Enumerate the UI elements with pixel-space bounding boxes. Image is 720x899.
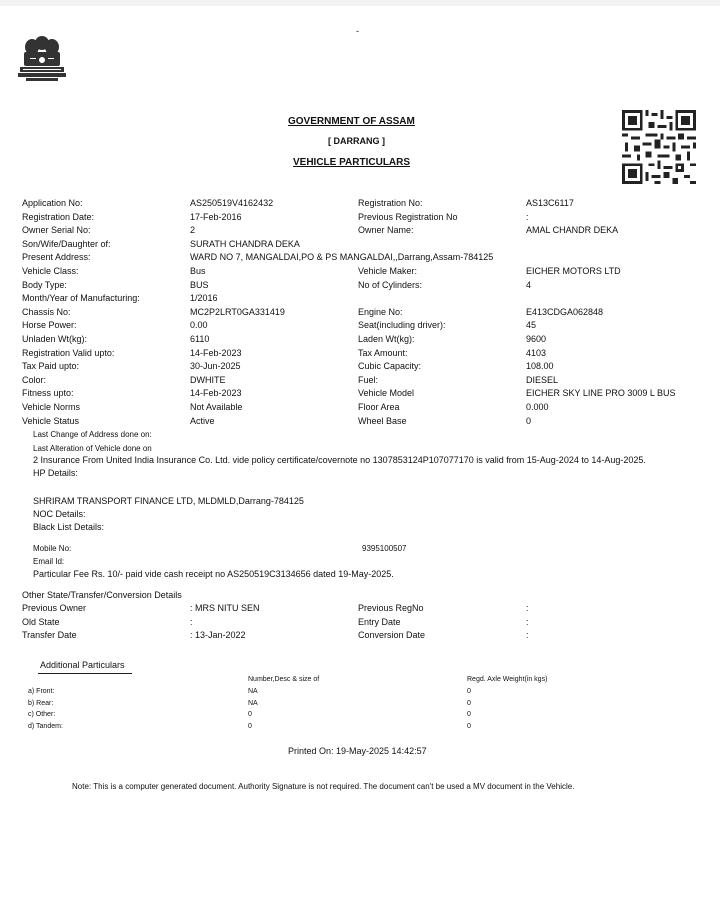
printed-on: Printed On: 19-May-2025 14:42:57	[288, 746, 427, 756]
field-value: 4103	[526, 347, 547, 358]
field-label: Vehicle Class:	[22, 266, 79, 276]
govt-title: GOVERNMENT OF ASSAM	[288, 116, 415, 127]
field-value: :	[526, 630, 529, 640]
field-label: Unladen Wt(kg):	[22, 334, 88, 344]
field-value: DIESEL	[526, 374, 559, 385]
particular-row	[0, 334, 720, 347]
field-label: Application No:	[22, 198, 83, 208]
particular-row	[0, 361, 720, 374]
field-value: 14-Feb-2023	[190, 347, 242, 358]
field-value: 1/2016	[190, 293, 218, 304]
field-label: Vehicle Model	[358, 388, 415, 399]
field-value: MC2P2LRT0GA331419	[190, 306, 285, 317]
additional-particulars-title: Additional Particulars	[40, 660, 125, 670]
particular-row	[0, 293, 720, 306]
blacklist-details-label: Black List Details:	[33, 522, 105, 532]
field-value: : 13-Jan-2022	[190, 630, 246, 640]
field-value: :	[526, 211, 529, 222]
email-label: Email Id:	[33, 557, 65, 566]
particular-row	[0, 266, 720, 279]
particular-row	[0, 320, 720, 333]
field-label: Horse Power:	[22, 320, 77, 331]
field-label: Previous Registration No	[358, 211, 458, 222]
field-value: 0	[526, 415, 532, 426]
field-label: Son/Wife/Daughter of:	[22, 238, 111, 249]
field-value: EICHER SKY LINE PRO 3009 L BUS	[526, 388, 676, 399]
qr-code-icon	[622, 110, 696, 184]
field-value: 2	[190, 225, 196, 236]
particular-row	[0, 198, 720, 211]
field-label: No of Cylinders:	[358, 279, 423, 290]
axle-weight-value: 0	[467, 711, 471, 718]
field-label: Month/Year of Manufacturing:	[22, 293, 140, 304]
particular-row	[0, 375, 720, 388]
field-label: Laden Wt(kg):	[358, 334, 415, 344]
particular-row	[0, 416, 720, 429]
other-state-row	[0, 630, 720, 643]
field-label: Vehicle Maker:	[358, 266, 418, 276]
axle-desc-value: NA	[248, 699, 258, 707]
insurance-details: 2 Insurance From United India Insurance Co. Ltd. vide policy certificate/covernote no 1307853124P107077170 is valid from 15-Aug-2024 to 14-Aug-2025.	[33, 455, 646, 465]
district-name: [ DARRANG ]	[328, 136, 385, 146]
other-state-row	[0, 617, 720, 630]
field-value: :	[526, 616, 529, 627]
field-value: WARD NO 7, MANGALDAI,PO & PS MANGALDAI,,Darrang,Assam-784125	[190, 252, 494, 263]
doc-title: VEHICLE PARTICULARS	[293, 157, 411, 168]
particular-row	[0, 402, 720, 415]
hp-details-value: SHRIRAM TRANSPORT FINANCE LTD, MLDMLD,Darrang-784125	[33, 496, 304, 506]
field-label: Owner Serial No:	[22, 225, 91, 236]
field-label: Entry Date	[358, 616, 401, 627]
field-label: Body Type:	[22, 279, 67, 290]
axle-desc-value: 0	[248, 722, 252, 730]
field-label: Seat(including driver):	[358, 320, 446, 331]
state-emblem-icon	[14, 34, 70, 84]
other-state-title: Other State/Transfer/Conversion Details	[22, 590, 182, 600]
particular-row	[0, 212, 720, 225]
axle-desc-value: NA	[248, 688, 258, 695]
field-label: Vehicle Status	[22, 415, 80, 426]
field-value: AS13C6117	[526, 198, 574, 208]
field-label: Registration Date:	[22, 211, 95, 222]
field-label: Transfer Date	[22, 630, 77, 640]
field-value: : MRS NITU SEN	[190, 603, 260, 613]
particular-row	[0, 225, 720, 238]
header-dot: -	[356, 26, 359, 36]
axle-position-label: d) Tandem:	[28, 722, 63, 730]
field-value: AS250519V4162432	[190, 198, 274, 208]
field-value: Bus	[190, 266, 206, 276]
additional-title-underline	[38, 673, 132, 674]
field-value: 9600	[526, 334, 547, 344]
field-label: Tax Paid upto:	[22, 361, 80, 372]
field-value: :	[190, 616, 193, 627]
axle-weight-value: 0	[467, 688, 471, 695]
field-value: Active	[190, 415, 215, 426]
col-axle-header: Regd. Axle Weight(in kgs)	[467, 676, 548, 683]
field-value: 0.000	[526, 402, 549, 412]
field-value: :	[526, 603, 529, 613]
field-label: Previous RegNo	[358, 603, 424, 613]
axle-weight-value: 0	[467, 699, 471, 707]
other-state-row	[0, 603, 720, 616]
field-label: Wheel Base	[358, 415, 407, 426]
field-value: 14-Feb-2023	[190, 388, 242, 399]
hp-details-label: HP Details:	[33, 468, 78, 478]
field-label: Owner Name:	[358, 225, 414, 236]
top-band	[0, 0, 720, 6]
col-desc-header: Number,Desc & size of	[248, 676, 320, 683]
axle-position-label: b) Rear:	[28, 699, 54, 707]
field-label: Fuel:	[358, 374, 379, 385]
field-label: Vehicle Norms	[22, 402, 81, 412]
particular-row	[0, 348, 720, 361]
field-value: E413CDGA062848	[526, 306, 604, 317]
particular-row	[0, 252, 720, 265]
field-value: AMAL CHANDR DEKA	[526, 225, 619, 236]
field-label: Old State	[22, 616, 60, 627]
fee-receipt: Particular Fee Rs. 10/- paid vide cash receipt no AS250519C3134656 dated 19-May-2025.	[33, 569, 394, 579]
field-label: Registration No:	[358, 198, 423, 208]
last-alteration-label: Last Alteration of Vehicle done on	[33, 444, 152, 453]
particular-row	[0, 388, 720, 401]
particular-row	[0, 239, 720, 252]
axle-weight-value: 0	[467, 722, 471, 730]
mobile-label: Mobile No:	[33, 544, 72, 553]
axle-position-label: c) Other:	[28, 711, 56, 718]
field-label: Registration Valid upto:	[22, 347, 115, 358]
field-label: Engine No:	[358, 306, 403, 317]
field-value: 4	[526, 279, 532, 290]
field-label: Chassis No:	[22, 306, 71, 317]
field-value: 30-Jun-2025	[190, 361, 241, 372]
field-label: Color:	[22, 374, 47, 385]
axle-position-label: a) Front:	[28, 688, 55, 695]
field-value: 17-Feb-2016	[190, 211, 242, 222]
footer-note: Note: This is a computer generated document. Authority Signature is not required. The document can't be used a MV document in the Vehicle.	[72, 782, 575, 791]
additional-row	[0, 723, 720, 736]
field-value: BUS	[190, 279, 209, 290]
field-value: EICHER MOTORS LTD	[526, 266, 621, 276]
field-value: SURATH CHANDRA DEKA	[190, 238, 300, 249]
noc-details-label: NOC Details:	[33, 509, 86, 519]
field-value: DWHITE	[190, 374, 226, 385]
field-value: 45	[526, 320, 537, 331]
field-label: Floor Area	[358, 402, 400, 412]
field-value: 108.00	[526, 361, 554, 372]
field-label: Fitness upto:	[22, 388, 74, 399]
field-value: 0.00	[190, 320, 208, 331]
mobile-value: 9395100507	[362, 544, 407, 553]
axle-desc-value: 0	[248, 711, 252, 718]
field-value: 6110	[190, 334, 210, 344]
field-label: Present Address:	[22, 252, 91, 263]
field-label: Previous Owner	[22, 603, 87, 613]
field-label: Tax Amount:	[358, 347, 408, 358]
last-change-address-label: Last Change of Address done on:	[33, 430, 152, 439]
particular-row	[0, 307, 720, 320]
field-label: Cubic Capacity:	[358, 361, 422, 372]
particular-row	[0, 280, 720, 293]
field-label: Conversion Date	[358, 630, 426, 640]
field-value: Not Available	[190, 402, 243, 412]
